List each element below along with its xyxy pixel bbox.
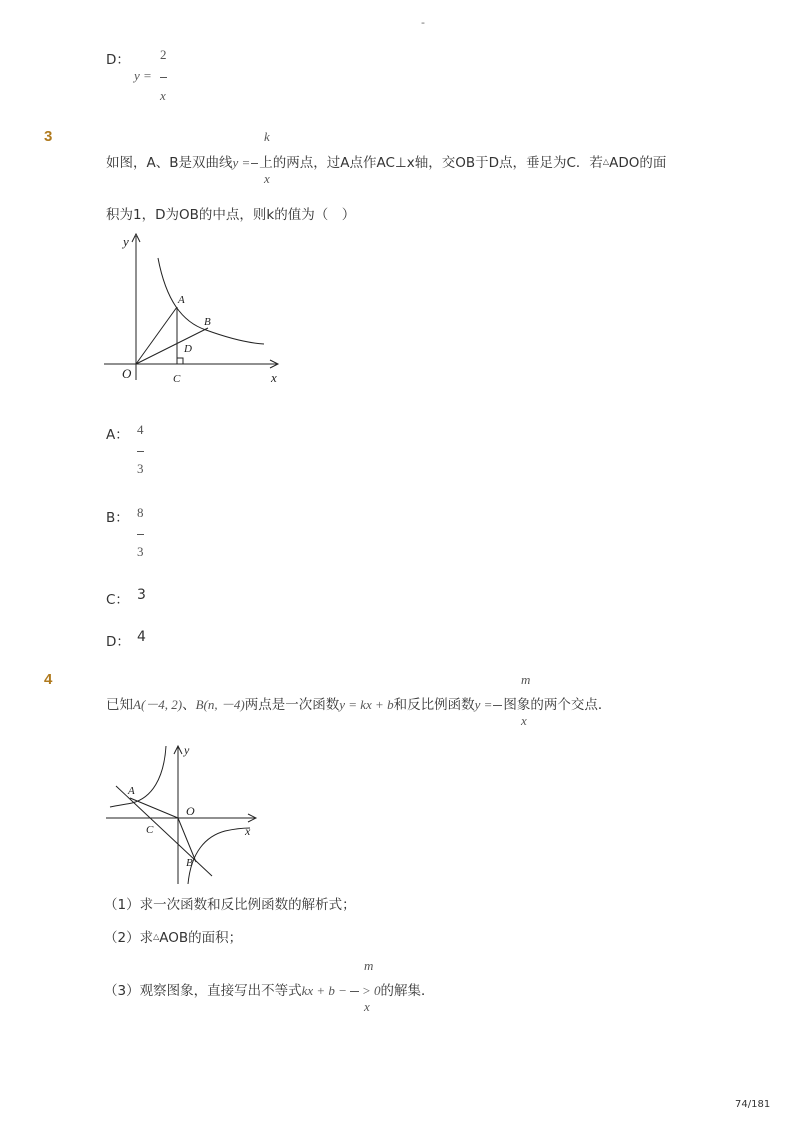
q3-option-a-label: A： <box>106 427 129 443</box>
q3-option-d-label: D： <box>106 634 130 650</box>
q3-label-b: B <box>204 316 211 328</box>
q4-label-y: y <box>184 743 190 757</box>
q3-label-x: x <box>271 370 277 385</box>
q4-label-o: O <box>186 804 195 818</box>
q3-label-c: C <box>173 373 181 385</box>
page-number: 74/181 <box>735 1099 771 1110</box>
q3-option-b-label: B： <box>106 510 129 526</box>
q4-sub3-inequality: > 0 <box>361 983 381 998</box>
q4-sub3-fraction-bar <box>350 991 359 992</box>
q3-option-c-label: C： <box>106 592 129 608</box>
question-3-number: 3 <box>44 128 53 145</box>
q3-figure <box>100 230 290 390</box>
q4-sub-question-1: （1）求一次函数和反比例函数的解析式； <box>104 897 356 913</box>
q3-option-b-numerator: 8 <box>137 505 144 520</box>
q4-sub-question-2 <box>104 926 242 946</box>
q4-recip-lhs: y = <box>474 697 493 712</box>
q3-eq-lhs: y = <box>232 155 251 170</box>
q3-segment-ob <box>136 328 208 364</box>
q3-label-a: A <box>178 294 185 306</box>
q2-option-d-fraction-bar <box>160 77 167 78</box>
q3-stem-line1 <box>106 151 666 171</box>
q4-label-c: C <box>146 824 154 836</box>
q4-stem-part-c: 和反比例函数 <box>393 697 475 713</box>
q4-recip-fraction-bar <box>493 705 502 706</box>
q2-option-d-denominator: x <box>160 88 166 103</box>
question-4-number: 4 <box>44 671 53 688</box>
q3-label-y: y <box>123 234 129 249</box>
q4-sub-question-3 <box>104 979 434 999</box>
q3-option-d-value: 4 <box>137 629 146 645</box>
q3-label-d: D <box>184 343 192 355</box>
q4-stem-part-d: 图象的两个交点． <box>503 697 612 713</box>
q4-point-b: B(n, －4) <box>195 697 245 712</box>
q2-option-d-label: D： <box>106 52 130 68</box>
q4-figure <box>100 738 270 888</box>
q3-stem-part-b: 上的两点，过A点作AC⊥x轴，交OB于D点，垂足为C．若 <box>259 155 603 171</box>
q4-stem-part-b: 两点是一次函数 <box>244 697 340 713</box>
q4-sub2-part-b: AOB的面积； <box>159 930 243 946</box>
q4-linear-function: y = kx + b <box>339 697 394 712</box>
q3-eq-numerator: k <box>264 129 270 144</box>
q4-hyperbola-branch-right <box>188 828 250 884</box>
q3-option-a-fraction-bar <box>137 451 144 452</box>
q3-stem-part-a: 如图，A、B是双曲线 <box>106 155 233 171</box>
q4-recip-denominator: x <box>521 713 527 728</box>
q3-hyperbola <box>158 258 264 344</box>
q3-option-c-value: 3 <box>137 587 146 603</box>
q3-option-a-denominator: 3 <box>137 461 144 476</box>
q4-label-x: x <box>245 824 251 838</box>
q4-sub3-part-a: （3）观察图象，直接写出不等式 <box>104 983 302 999</box>
q3-option-b-denominator: 3 <box>137 544 144 559</box>
q3-eq-fraction-bar <box>251 163 258 164</box>
q4-sep: 、 <box>182 697 196 713</box>
q3-segment-oa <box>136 307 177 364</box>
q4-recip-numerator: m <box>521 672 531 687</box>
q4-hyperbola-branch-left <box>110 746 166 807</box>
q3-option-b-fraction-bar <box>137 534 144 535</box>
q4-segment-ao <box>130 798 178 818</box>
q2-option-d-lhs: y = <box>134 68 152 83</box>
header-mark: - <box>421 16 425 29</box>
q4-sub3-expression: kx + b − <box>301 983 347 998</box>
q2-option-d-numerator: 2 <box>160 47 167 62</box>
q4-stem-part-a: 已知 <box>106 697 133 713</box>
q4-label-b: B <box>186 857 193 869</box>
q4-point-a: A(－4, 2) <box>133 697 183 712</box>
q4-sub3-numerator: m <box>364 958 374 973</box>
q3-eq-denominator: x <box>264 171 270 186</box>
q3-right-angle-mark <box>177 358 183 364</box>
q3-stem-line2: 积为1，D为OB的中点，则k的值为（ ） <box>106 207 356 223</box>
triangle-symbol: △ <box>602 157 610 166</box>
q4-sub2-triangle-symbol: △ <box>153 932 160 941</box>
q3-stem-part-c: ADO的面 <box>609 155 667 171</box>
q4-sub3-denominator: x <box>364 999 370 1014</box>
q4-stem <box>106 693 611 713</box>
q4-sub3-part-b: 的解集． <box>380 983 435 999</box>
q4-segment-ob <box>178 818 196 862</box>
q4-label-a: A <box>128 785 135 797</box>
q3-option-a-numerator: 4 <box>137 422 144 437</box>
q4-sub2-part-a: （2）求 <box>104 930 154 946</box>
q4-line-ab <box>116 786 212 876</box>
q3-label-o: O <box>122 366 132 381</box>
